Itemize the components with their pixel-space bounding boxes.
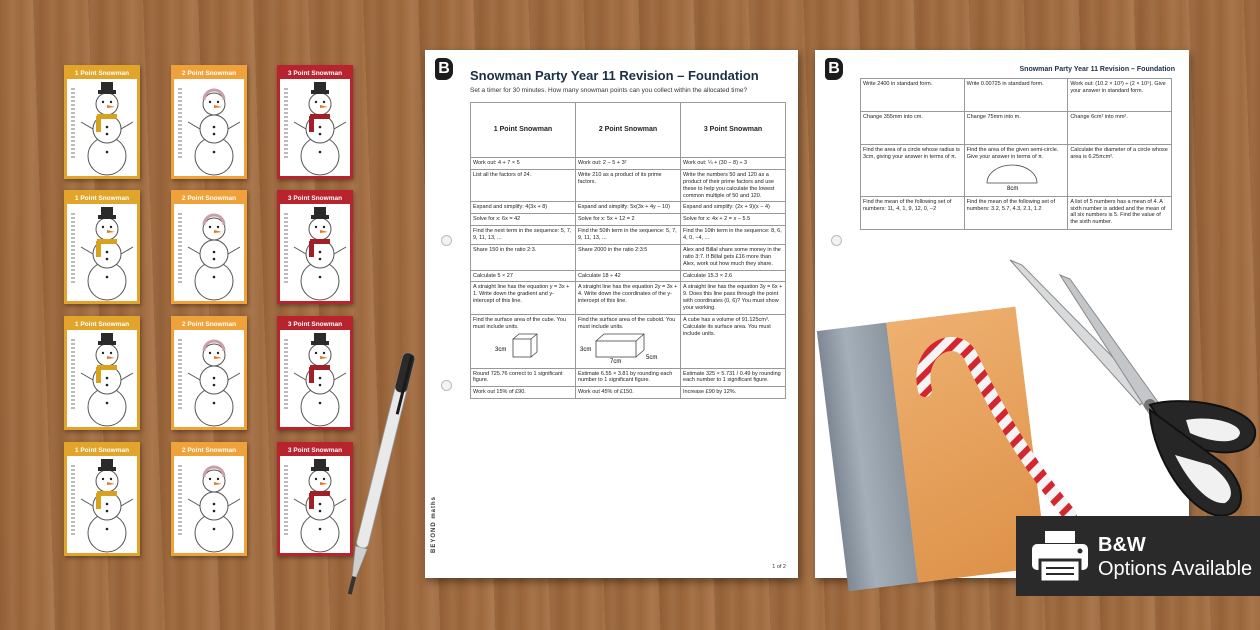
punch-hole: [441, 380, 452, 391]
question-cell: Work out: 2 − 5 + 3²: [575, 158, 680, 170]
cuboid-label-length: 7cm: [609, 358, 622, 363]
cube-diagram: [473, 331, 563, 361]
question-cell: Change 355mm into cm.: [861, 112, 965, 145]
question-cell: Find the 50th term in the sequence: 5, 7, 9, 11, 13, ...: [575, 226, 680, 245]
question-cell: A cube has a volume of 91.125cm³. Calculate its surface area. You must include units.: [681, 314, 786, 368]
beyond-logo: B: [825, 58, 843, 80]
table-row: [471, 282, 786, 315]
table-row: [861, 196, 1172, 229]
punch-hole: [441, 235, 452, 246]
question-table: [860, 78, 1172, 230]
snowman-card: [64, 65, 140, 179]
cube-label: 3cm: [495, 346, 507, 353]
question-cell: Find the mean of the following set of numbers: 3.2, 5.7, 4.3, 2.1, 1.2: [964, 196, 1068, 229]
question-cell: Write the numbers 50 and 120 as a product of their prime factors and use these to help you calculate the lowest common multiple of 50 and 120.: [681, 169, 786, 202]
badge-title: B&W: [1098, 534, 1146, 556]
pen: [340, 340, 420, 615]
brand-label: BEYOND maths: [431, 495, 437, 553]
question-cell: Increase £90 by 12%.: [681, 387, 786, 399]
table-row: [861, 112, 1172, 145]
header-3-point: 3 Point Snowman: [681, 103, 786, 158]
question-cell: Find the area of the given semi-circle. Give your answer in terms of π. 8cm: [964, 145, 1068, 197]
cuboid-label-height: 3cm: [579, 346, 592, 353]
question-cell: Work out: ¼ + (30 − 8) ÷ 3: [681, 158, 786, 170]
table-row: [471, 244, 786, 270]
semicircle-diagram: [967, 161, 1057, 191]
card-title: 3 Point Snowman: [280, 68, 350, 79]
question-cell: List all the factors of 24.: [471, 169, 576, 202]
question-cell: Find the 10th term in the sequence: 8, 6, 4, 0, −4, ...: [681, 226, 786, 245]
table-row: [471, 314, 786, 368]
question-cell: Write 0.00725 in standard form.: [964, 79, 1068, 112]
worksheet-title: Snowman Party Year 11 Revision – Foundation: [1019, 66, 1175, 73]
question-cell: Calculate 15.3 × 2.6: [681, 270, 786, 282]
question-cell: Round 725.76 correct to 1 significant figure.: [471, 368, 576, 387]
cuboid-diagram: [578, 331, 678, 363]
question-cell: A straight line has the equation 3y = 6x + 9. Does this line pass through the point with coordinates (0, 6)? You must show your working.: [681, 282, 786, 315]
question-cell: Calculate 18 ÷ 42: [575, 270, 680, 282]
question-cell: Expand and simplify: 4(3x + 8): [471, 202, 576, 214]
snowman-card: [277, 190, 353, 304]
question-cell: Find the area of a circle whose radius is 3cm, giving your answer in terms of π.: [861, 145, 965, 197]
snowman-card: [64, 316, 140, 430]
snowman-card: [277, 65, 353, 179]
question-cell: Write 2400 in standard form.: [861, 79, 965, 112]
snowman-card: [171, 316, 247, 430]
card-title: 2 Point Snowman: [174, 319, 244, 330]
question-cell: Share 2000 in the ratio 2:3:5: [575, 244, 680, 270]
table-row: [471, 202, 786, 214]
question-cell: Find the next term in the sequence: 5, 7, 9, 11, 13, ...: [471, 226, 576, 245]
question-cell: Solve for x: 5x + 12 = 2: [575, 214, 680, 226]
worksheet-page-1: [425, 50, 798, 578]
table-row: [471, 226, 786, 245]
card-title: 2 Point Snowman: [174, 68, 244, 79]
snowman-card: [171, 65, 247, 179]
table-row: [471, 158, 786, 170]
table-row: [861, 145, 1172, 197]
question-cell: Solve for x: 4x + 2 = x − 5.5: [681, 214, 786, 226]
card-title: 1 Point Snowman: [67, 319, 137, 330]
question-cell: Work out: 4 + 7 × 5: [471, 158, 576, 170]
table-row: [471, 169, 786, 202]
question-cell: Alex and Billal share some money in the ratio 3:7. If Billal gets £16 more than Alex, work out how much they share.: [681, 244, 786, 270]
snowman-card: [64, 442, 140, 556]
table-row: [471, 368, 786, 387]
beyond-logo: B: [435, 58, 453, 80]
question-cell: Expand and simplify: (2x + 9)(x − 4): [681, 202, 786, 214]
bw-options-badge: [1016, 516, 1260, 596]
punch-hole: [831, 235, 842, 246]
scissors: [1000, 255, 1260, 525]
question-cell: Change 75mm into m.: [964, 112, 1068, 145]
question-cell: Find the surface area of the cuboid. You must include units. 3cm 5cm 7cm: [575, 314, 680, 368]
question-cell: Write 210 as a product of its prime factors.: [575, 169, 680, 202]
table-header-row: [471, 103, 786, 158]
question-cell: Calculate 5 × 27: [471, 270, 576, 282]
card-title: 2 Point Snowman: [174, 193, 244, 204]
question-cell: Calculate the diameter of a circle whose area is 6.25πcm².: [1068, 145, 1172, 197]
question-cell: A list of 5 numbers has a mean of 4. A sixth number is added and the mean of all six numbers is 5. Find the value of the sixth number.: [1068, 196, 1172, 229]
question-table: [470, 102, 786, 399]
snowman-card: [64, 190, 140, 304]
question-cell: Share 150 in the ratio 2:3.: [471, 244, 576, 270]
question-cell: Work out: (10.2 × 10³) ÷ (2 × 10⁵). Give your answer in standard form.: [1068, 79, 1172, 112]
table-row: [471, 214, 786, 226]
question-cell: Change 6cm² into mm².: [1068, 112, 1172, 145]
card-title: 3 Point Snowman: [280, 193, 350, 204]
table-row: [471, 270, 786, 282]
printer-icon: [1030, 528, 1090, 584]
table-row: [471, 387, 786, 399]
worksheet-title: Snowman Party Year 11 Revision – Foundation: [470, 68, 759, 83]
header-1-point: 1 Point Snowman: [471, 103, 576, 158]
card-title: 1 Point Snowman: [67, 193, 137, 204]
table-row: [861, 79, 1172, 112]
question-cell: Work out 15% of £90.: [471, 387, 576, 399]
worksheet-instructions: Set a timer for 30 minutes. How many snowman points can you collect within the allocated time?: [470, 87, 748, 94]
question-cell: A straight line has the equation y = 3x + 1. Write down the gradient and y-intercept of this line.: [471, 282, 576, 315]
question-cell: Estimate 6.55 × 3.81 by rounding each number to 1 significant figure.: [575, 368, 680, 387]
card-title: 3 Point Snowman: [280, 445, 350, 456]
card-title: 2 Point Snowman: [174, 445, 244, 456]
badge-subtitle: Options Available: [1098, 558, 1253, 580]
question-cell: Find the mean of the following set of numbers: 11, 4, 1, 9, 12, 0, −2: [861, 196, 965, 229]
semicircle-label: 8cm: [1006, 185, 1018, 191]
page-number: 1 of 2: [772, 564, 786, 570]
question-cell: Find the surface area of the cube. You must include units. 3cm: [471, 314, 576, 368]
snowman-card: [171, 190, 247, 304]
card-title: 3 Point Snowman: [280, 319, 350, 330]
card-title: 1 Point Snowman: [67, 68, 137, 79]
cuboid-label-depth: 5cm: [645, 354, 658, 361]
question-cell: A straight line has the equation 2y = 3x + 4. Write down the coordinates of the y-intercept of this line.: [575, 282, 680, 315]
question-cell: Solve for x: 6x = 42: [471, 214, 576, 226]
question-cell: Work out 45% of £150.: [575, 387, 680, 399]
header-2-point: 2 Point Snowman: [575, 103, 680, 158]
question-cell: Estimate 325 × 5.731 / 0.49 by rounding each number to 1 significant figure.: [681, 368, 786, 387]
card-title: 1 Point Snowman: [67, 445, 137, 456]
snowman-card: [171, 442, 247, 556]
question-cell: Expand and simplify: 5x(3x + 4y − 10): [575, 202, 680, 214]
